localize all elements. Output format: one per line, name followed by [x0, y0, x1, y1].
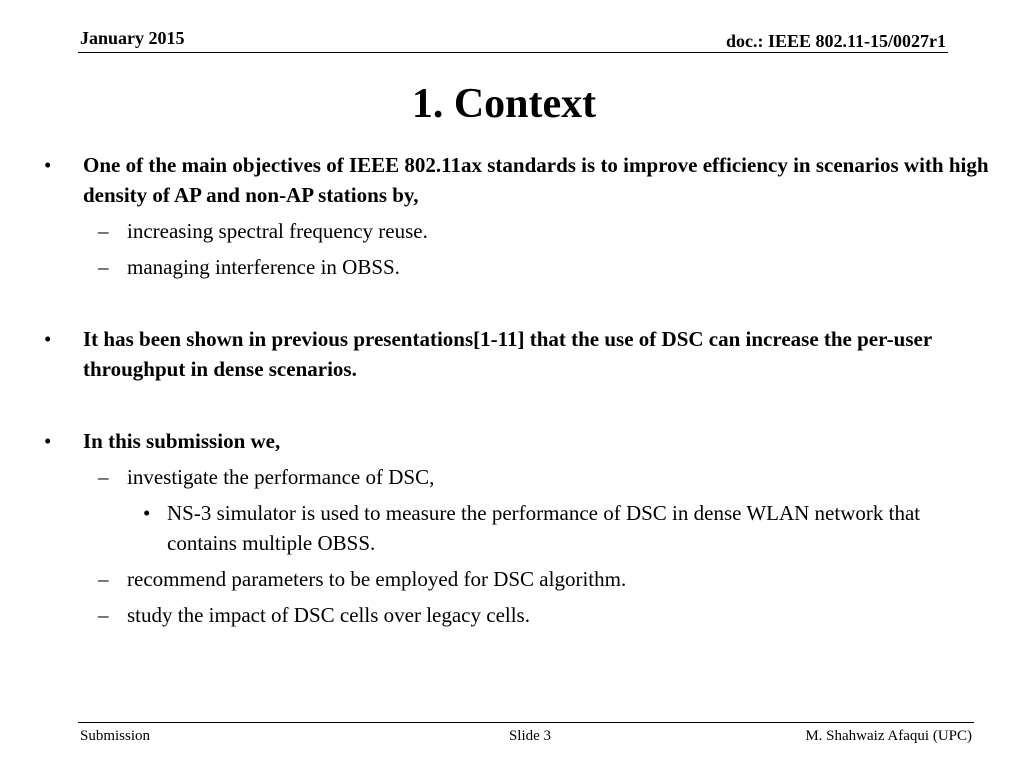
- dash-marker: –: [98, 255, 109, 279]
- bullet-marker: •: [44, 429, 52, 453]
- sub-bullet-text: investigate the performance of DSC,: [127, 465, 435, 489]
- dash-marker: –: [98, 567, 109, 591]
- bullet-marker: •: [44, 327, 52, 351]
- bullet-marker: •: [44, 153, 52, 177]
- header-divider: [78, 52, 948, 53]
- sub-bullet: [40, 252, 990, 282]
- slide-body: [40, 150, 990, 630]
- sub-bullet: [40, 216, 990, 246]
- bullet-submission: [40, 426, 990, 456]
- sub-bullet-text: recommend parameters to be employed for DSC algorithm.: [127, 567, 627, 591]
- footer-author: M. Shahwaiz Afaqui (UPC): [805, 728, 972, 744]
- sub-sub-bullet-text: NS-3 simulator is used to measure the performance of DSC in dense WLAN network that contains multiple OBSS.: [167, 501, 921, 555]
- sub-bullet-text: study the impact of DSC cells over legacy cells.: [127, 603, 530, 627]
- footer-slide-number: Slide 3: [508, 728, 552, 744]
- sub-bullet-text: managing interference in OBSS.: [127, 255, 400, 279]
- sub-bullet-text: increasing spectral frequency reuse.: [127, 219, 428, 243]
- slide-title: 1. Context: [411, 81, 597, 127]
- sub-sub-bullet: [40, 498, 990, 558]
- bullet-objectives: [40, 150, 990, 210]
- bullet-previous-work: [40, 324, 990, 384]
- sub-bullet: [40, 600, 990, 630]
- header-date: January 2015: [80, 28, 185, 48]
- bullet-marker: •: [143, 501, 151, 525]
- bullet-text: In this submission we,: [83, 429, 281, 453]
- bullet-text: One of the main objectives of IEEE 802.11ax standards is to improve efficiency in scenarios with high density of AP and non-AP stations by,: [83, 153, 989, 207]
- header-doc-id: doc.: IEEE 802.11-15/0027r1: [725, 31, 946, 51]
- dash-marker: –: [98, 219, 109, 243]
- dash-marker: –: [98, 603, 109, 627]
- bullet-text: It has been shown in previous presentations[1-11] that the use of DSC can increase the per-user throughput in dense scenarios.: [83, 327, 932, 381]
- sub-bullet: [40, 564, 990, 594]
- footer-submission: Submission: [80, 728, 151, 744]
- dash-marker: –: [98, 465, 109, 489]
- footer-divider: [78, 722, 974, 723]
- sub-bullet: [40, 462, 990, 492]
